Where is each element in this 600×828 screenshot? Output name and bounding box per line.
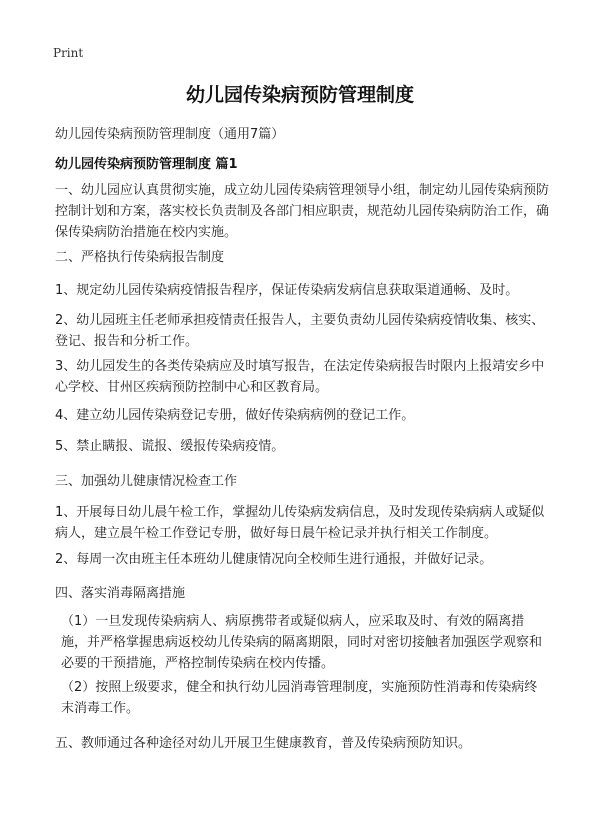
heading-section-5: 五、教师通过各种途径对幼儿开展卫生健康教育，普及传染病预防知识。 (55, 736, 472, 751)
paragraph-4-2: （2）按照上级要求，健全和执行幼儿园消毒管理制度，实施预防性消毒和传染病终末消毒工作。 (61, 680, 538, 716)
paragraph-2-3: 3、幼儿园发生的各类传染病应及时填写报告，在法定传染病报告时限内上报靖安乡中心学校、甘州区疾病预防控制中心和区教育局。 (55, 359, 545, 395)
paragraph-2-2: 2、幼儿园班主任老师承担疫情责任报告人，主要负责幼儿园传染病疫情收集、核实、登记、报告和分析工作。 (55, 313, 545, 349)
heading-section-3: 三、加强幼儿健康情况检查工作 (55, 474, 238, 489)
paragraph-1: 一、幼儿园应认真贯彻实施，成立幼儿园传染病管理领导小组，制定幼儿园传染病预防控制计划和方案，落实校长负责制及各部门相应职责，规范幼儿园传染病防治工作，确保传染病防治措施在校内实施。 (55, 183, 550, 240)
paragraph-3-2: 2、每周一次由班主任本班幼儿健康情况向全校师生进行通报，并做好记录。 (55, 552, 493, 567)
paragraph-3-1: 1、开展每日幼儿晨午检工作，掌握幼儿传染病发病信息，及时发现传染病病人或疑似病人，建立晨午检工作登记专册，做好每日晨午检记录并执行相关工作制度。 (55, 505, 545, 541)
paragraph-2-1: 1、规定幼儿园传染病疫情报告程序，保证传染病发病信息获取渠道通畅、及时。 (55, 283, 519, 298)
document-subtitle: 幼儿园传染病预防管理制度（通用7篇） (55, 127, 285, 142)
paragraph-2-4: 4、建立幼儿园传染病登记专册，做好传染病病例的登记工作。 (55, 408, 415, 423)
heading-section-4: 四、落实消毒隔离措施 (55, 586, 186, 601)
heading-section-2: 二、严格执行传染病报告制度 (55, 250, 225, 265)
paragraph-2-5: 5、禁止瞒报、谎报、缓报传染病疫情。 (55, 439, 285, 454)
paragraph-4-1: （1）一旦发现传染病病人、病原携带者或疑似病人，应采取及时、有效的隔离措施，并严格掌握患病返校幼儿传染病的隔离期限，同时对密切接触者加强医学观察和必要的干预措施，严格控制传染病在校内传播。 (61, 614, 543, 671)
document-title: 幼儿园传染病预防管理制度 (185, 84, 414, 106)
section-heading: 幼儿园传染病预防管理制度 篇1 (55, 157, 238, 172)
print-label[interactable]: Print (53, 46, 84, 60)
